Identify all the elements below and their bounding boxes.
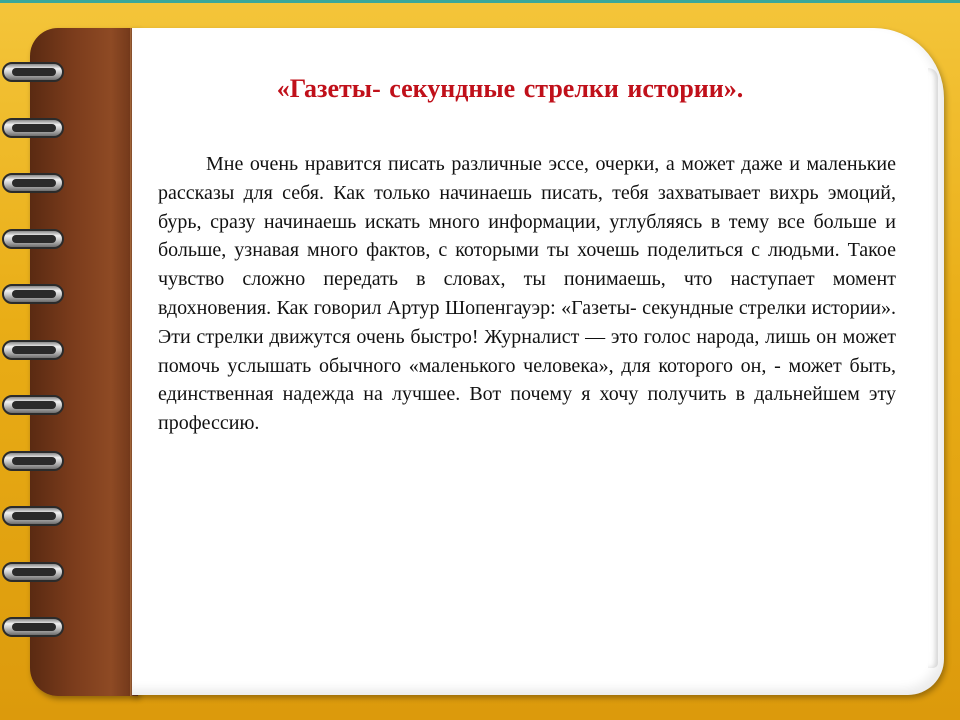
notebook-ring-icon [2, 62, 64, 82]
notebook-ring-icon [2, 173, 64, 193]
essay-paragraph: Мне очень нравится писать различные эссе, очерки, а может даже и маленькие рассказы для себя. Как только начинаешь писать, тебя захватывает вихрь эмоций, бурь, сразу начинаешь искать много информации, углубляясь в тему все больше и больше, узнавая много фактов, с которыми ты хочешь поделиться с людьми. Такое чувство сложно передать в словах, ты понимаешь, что наступает момент вдохновения. Как говорил Артур Шопенгауэр: «Газеты- секундные стрелки истории». Эти стрелки движутся очень быстро! Журналист — это голос народа, лишь он может помочь услышать обычного «маленького человека», для которого он, - может быть, единственная надежда на лучшее. Вот почему я хочу получить в дальнейшем эту профессию. [158, 153, 896, 435]
notebook-ring-icon [2, 617, 64, 637]
top-accent-stripe [0, 0, 960, 3]
notebook-ring-icon [2, 562, 64, 582]
notebook-ring-icon [2, 229, 64, 249]
notebook-ring-icon [2, 395, 64, 415]
notebook-ring-icon [2, 340, 64, 360]
slide-title: «Газеты- секундные стрелки истории». [276, 74, 744, 103]
notebook-ring-icon [2, 451, 64, 471]
notebook-ring-icon [2, 506, 64, 526]
notebook-rings [2, 62, 72, 662]
notebook-ring-icon [2, 118, 64, 138]
notebook-ring-icon [2, 284, 64, 304]
